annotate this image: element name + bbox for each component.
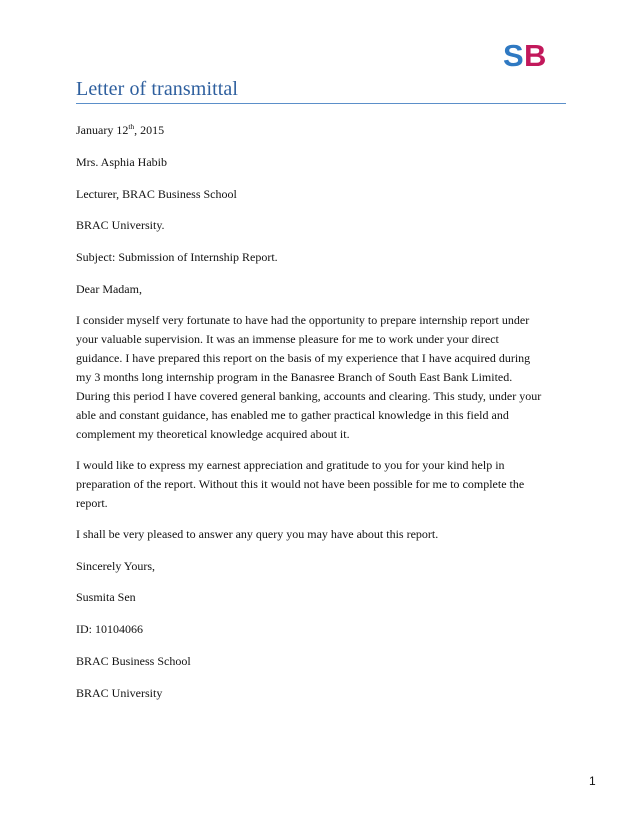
sender-school: BRAC Business School (76, 654, 191, 668)
paragraph2-line: I would like to express my earnest appreciation and gratitude to you for your kind help in (76, 458, 505, 472)
sender-name: Susmita Sen (76, 590, 136, 604)
svg-text:S: S (503, 38, 524, 72)
sender-id: ID: 10104066 (76, 622, 143, 636)
letter-date (76, 121, 164, 140)
paragraph1-line: my 3 months long internship program in the Banasree Branch of South East Bank Limited. (76, 370, 513, 384)
paragraph1-line: I consider myself very fortunate to have had the opportunity to prepare internship report under (76, 313, 530, 327)
paragraph1-line: guidance. I have prepared this report on the basis of my experience that I have acquired during (76, 351, 531, 365)
title-divider (76, 103, 566, 104)
salutation: Dear Madam, (76, 282, 142, 296)
date-suffix: th (128, 122, 135, 131)
date-year: , 2015 (134, 123, 165, 137)
sender-university: BRAC University (76, 686, 163, 700)
subject-line: Subject: Submission of Internship Report. (76, 250, 278, 264)
svg-text:B: B (524, 38, 547, 72)
page-number: 1 (589, 774, 596, 788)
paragraph1-line: complement my theoretical knowledge acquired about it. (76, 427, 350, 441)
recipient-institution: BRAC University. (76, 218, 165, 232)
paragraph2-line: preparation of the report. Without this it would not have been possible for me to complete the (76, 477, 525, 491)
letter-title: Letter of transmittal (76, 78, 239, 100)
paragraph3: I shall be very pleased to answer any query you may have about this report. (76, 527, 439, 541)
closing: Sincerely Yours, (76, 559, 156, 573)
paragraph1-line: your valuable supervision. It was an immense pleasure for me to work under your direct (76, 332, 499, 346)
paragraph1-line: able and constant guidance, has enabled me to gather practical knowledge in this field and (76, 408, 509, 422)
date-month-day: January 12 (76, 123, 129, 137)
recipient-position: Lecturer, BRAC Business School (76, 187, 237, 201)
paragraph1-line: During this period I have covered general banking, accounts and clearing. This study, under your (76, 389, 542, 403)
recipient-name: Mrs. Asphia Habib (76, 155, 167, 169)
paragraph2-line: report. (76, 496, 108, 510)
sb-logo (502, 36, 554, 72)
